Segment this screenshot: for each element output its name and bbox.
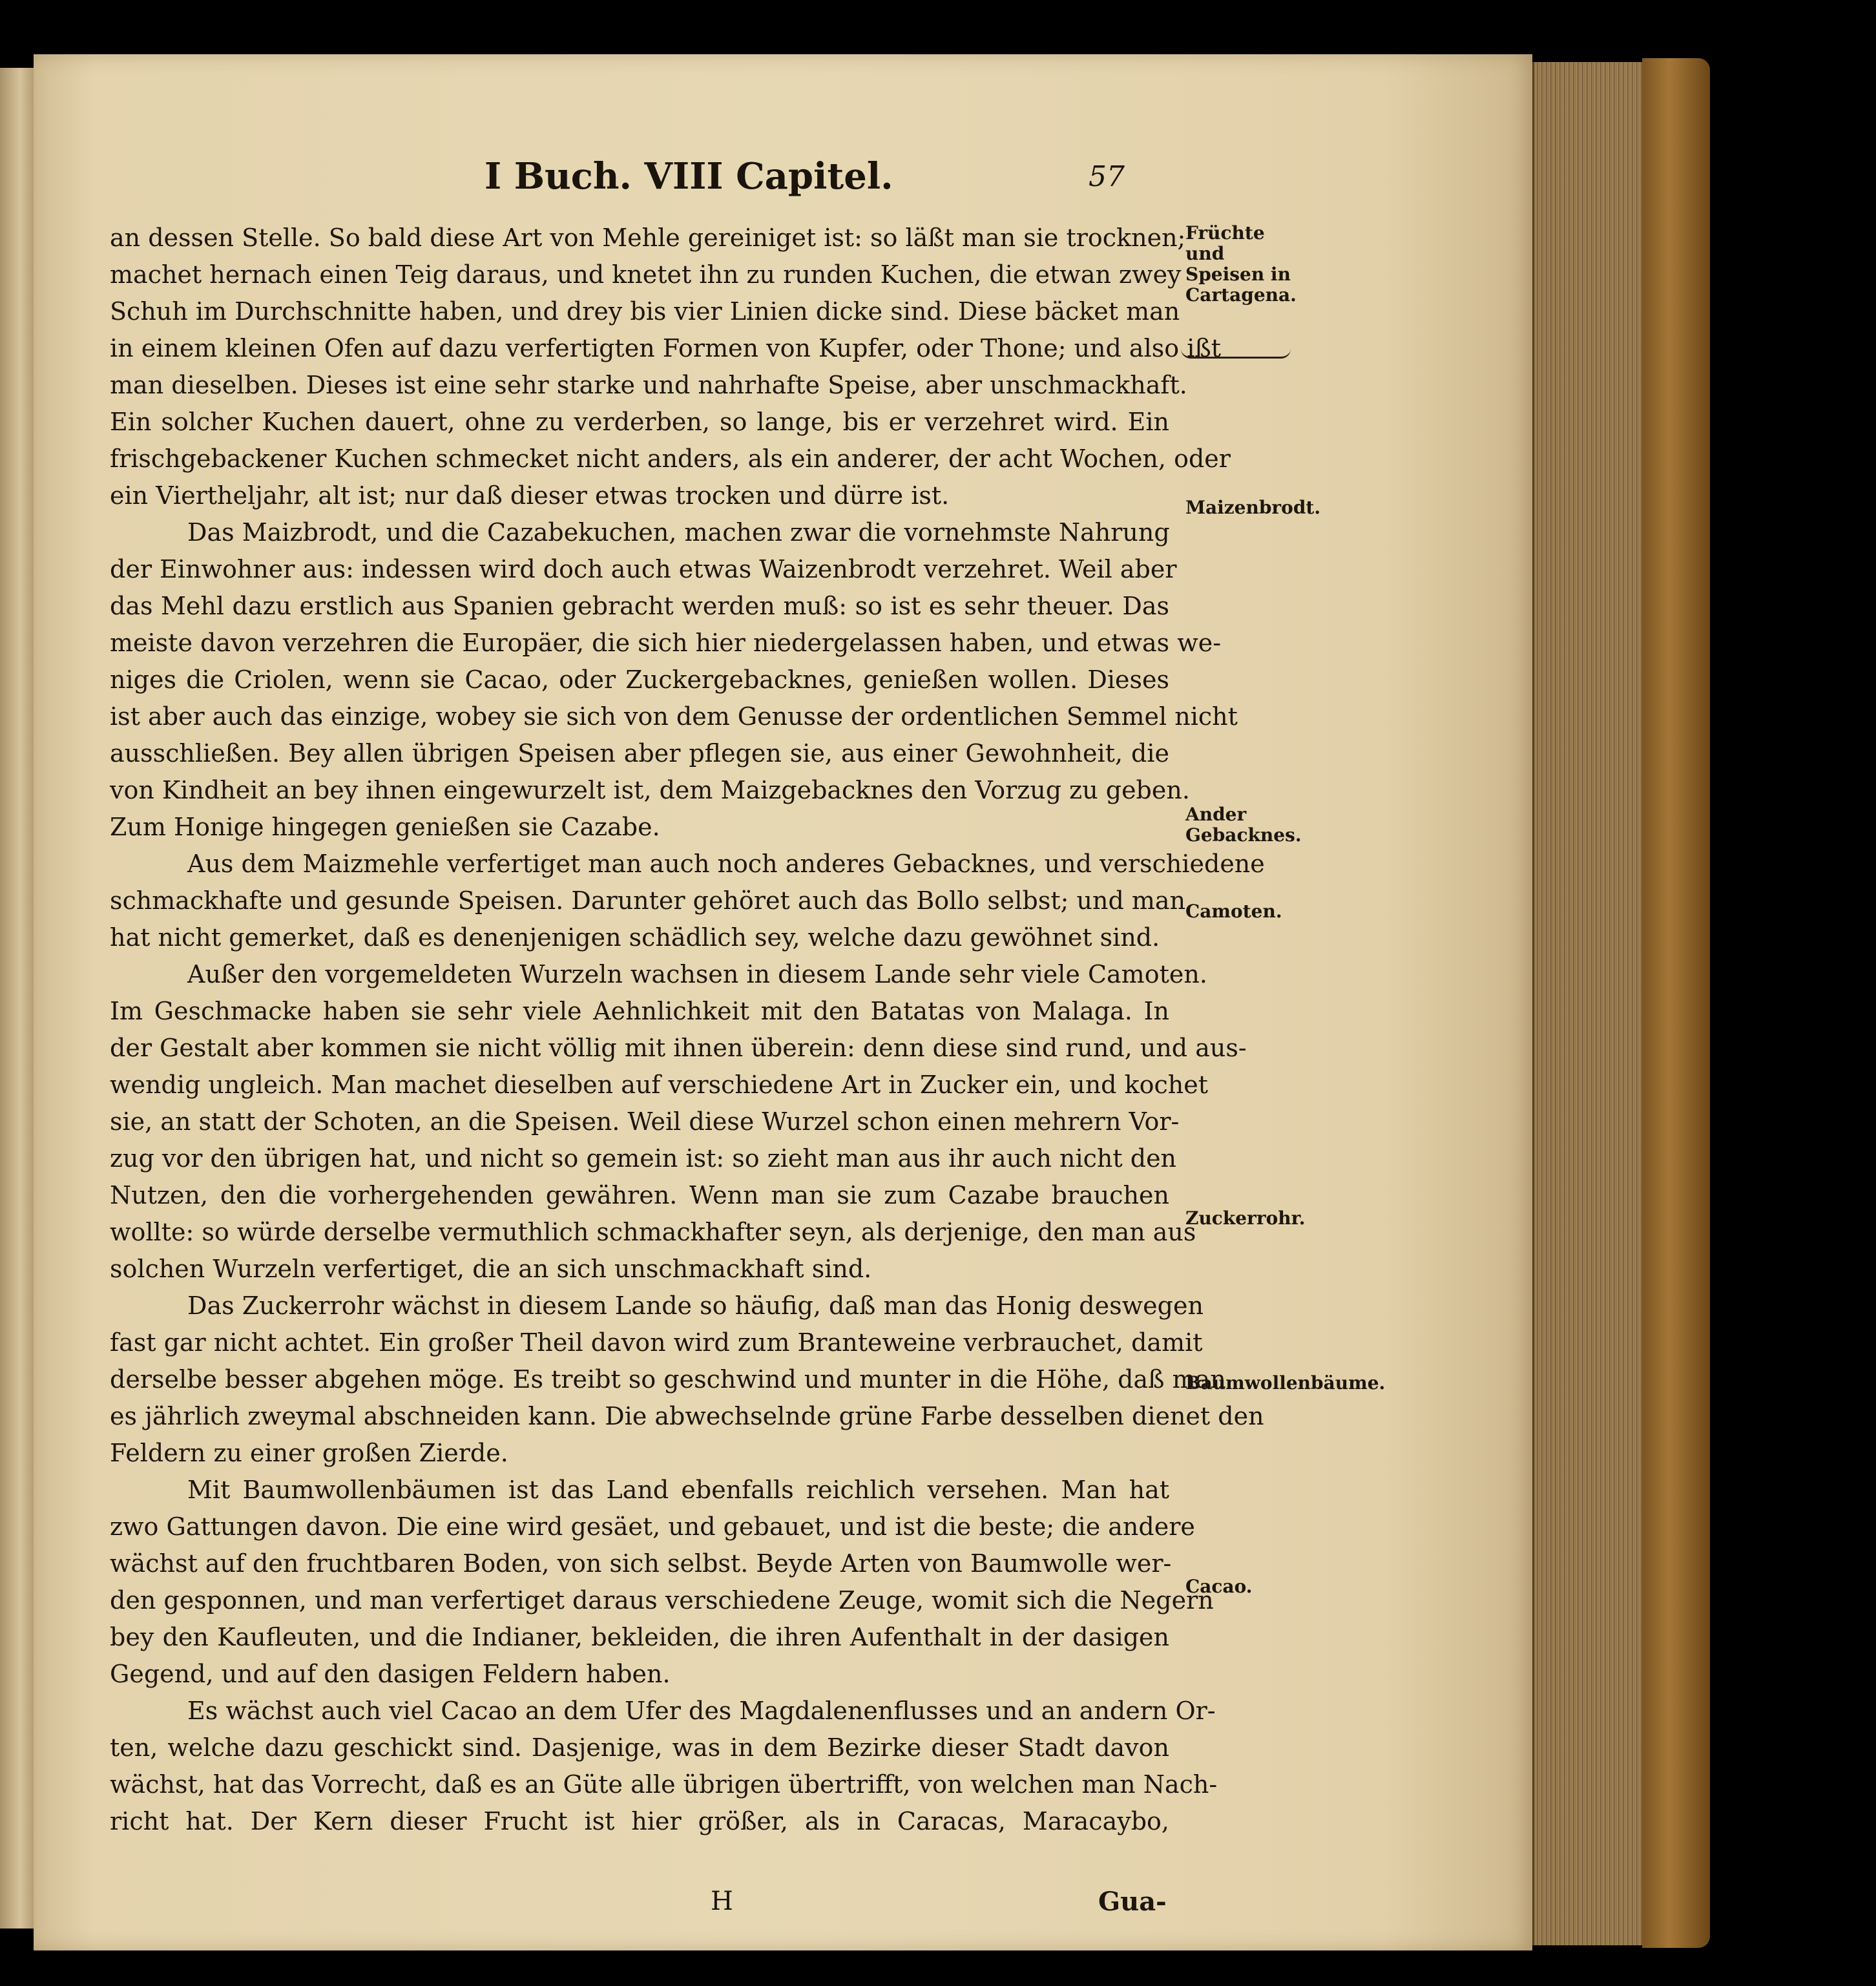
- text-line: ten, welche dazu geschickt sind. Dasjenige, was in dem Bezirke dieser Stadt davon: [110, 1733, 1169, 1762]
- margin-brace: [1181, 349, 1291, 359]
- margin-note: Zuckerrohr.: [1185, 1207, 1306, 1229]
- text-line: zwo Gattungen davon. Die eine wird gesäet, und gebauet, und ist die beste; die andere: [110, 1512, 1195, 1541]
- previous-page-edge: [0, 68, 34, 1929]
- margin-note: Ander Gebacknes.: [1185, 804, 1302, 846]
- text-line: von Kindheit an bey ihnen eingewurzelt ist, dem Maizgebacknes den Vorzug zu geben.: [110, 776, 1190, 804]
- text-line: richt hat. Der Kern dieser Frucht ist hier größer, als in Caracas, Maracaybo,: [110, 1807, 1169, 1835]
- text-line: Gegend, und auf den dasigen Feldern haben.: [110, 1660, 671, 1688]
- margin-note: Baumwollenbäume.: [1185, 1372, 1386, 1394]
- text-line: Mit Baumwollenbäumen ist das Land ebenfalls reichlich versehen. Man hat: [187, 1476, 1169, 1504]
- text-line: hat nicht gemerket, daß es denenjenigen schädlich sey, welche dazu gewöhnet sind.: [110, 923, 1160, 952]
- text-line: Das Maizbrodt, und die Cazabekuchen, machen zwar die vornehmste Nahrung: [187, 518, 1170, 547]
- text-line: meiste davon verzehren die Europäer, die sich hier niedergelassen haben, und etwas we-: [110, 629, 1222, 657]
- text-line: der Einwohner aus: indessen wird doch auch etwas Waizenbrodt verzehret. Weil aber: [110, 555, 1177, 583]
- page-number: 57: [1089, 160, 1125, 193]
- text-line: den gesponnen, und man verfertiget daraus verschiedene Zeuge, womit sich die Negern: [110, 1586, 1214, 1615]
- margin-note: Maizenbrodt.: [1185, 497, 1321, 518]
- text-line: Ein solcher Kuchen dauert, ohne zu verderben, so lange, bis er verzehret wird. Ein: [110, 408, 1169, 436]
- text-line: Das Zuckerrohr wächst in diesem Lande so häufig, daß man das Honig deswegen: [187, 1291, 1204, 1320]
- page-block-edges: [1532, 62, 1644, 1945]
- text-line: Außer den vorgemeldeten Wurzeln wachsen in diesem Lande sehr viele Camoten.: [187, 960, 1207, 988]
- text-line: fast gar nicht achtet. Ein großer Theil davon wird zum Branteweine verbrauchet, damit: [110, 1328, 1203, 1357]
- text-line: Nutzen, den die vorhergehenden gewähren. Wenn man sie zum Cazabe brauchen: [110, 1181, 1169, 1209]
- text-line: sie, an statt der Schoten, an die Speisen. Weil diese Wurzel schon einen mehrern Vor-: [110, 1107, 1180, 1136]
- text-line: wächst auf den fruchtbaren Boden, von sich selbst. Beyde Arten von Baumwolle wer-: [110, 1549, 1172, 1578]
- book-cover: [1642, 58, 1710, 1948]
- text-line: Im Geschmacke haben sie sehr viele Aehnlichkeit mit den Batatas von Malaga. In: [110, 997, 1169, 1025]
- text-line: zug vor den übrigen hat, und nicht so gemein ist: so zieht man aus ihr auch nicht den: [110, 1144, 1177, 1173]
- text-line: ausschließen. Bey allen übrigen Speisen aber pflegen sie, aus einer Gewohnheit, die: [110, 739, 1169, 768]
- text-line: der Gestalt aber kommen sie nicht völlig mit ihnen überein: denn diese sind rund, und aus-: [110, 1034, 1247, 1062]
- text-line: schmackhafte und gesunde Speisen. Darunter gehöret auch das Bollo selbst; und man: [110, 886, 1186, 915]
- text-line: wendig ungleich. Man machet dieselben auf verschiedene Art in Zucker ein, und kochet: [110, 1071, 1208, 1099]
- text-line: bey den Kaufleuten, und die Indianer, bekleiden, die ihren Aufenthalt in der dasigen: [110, 1623, 1169, 1651]
- text-line: ist aber auch das einzige, wobey sie sich von dem Genusse der ordentlichen Semmel nicht: [110, 702, 1238, 731]
- margin-note: Cacao.: [1185, 1576, 1253, 1597]
- text-line: man dieselben. Dieses ist eine sehr starke und nahrhafte Speise, aber unschmackhaft.: [110, 371, 1187, 399]
- signature-mark: H: [711, 1887, 733, 1916]
- text-line: wächst, hat das Vorrecht, daß es an Güte alle übrigen übertrifft, von welchen man Nach-: [110, 1770, 1218, 1799]
- margin-note: Früchte und Speisen in Cartagena.: [1185, 222, 1297, 306]
- running-header: [388, 155, 1163, 207]
- text-line: Zum Honige hingegen genießen sie Cazabe.: [110, 813, 660, 841]
- text-line: frischgebackener Kuchen schmecket nicht anders, als ein anderer, der acht Wochen, oder: [110, 444, 1231, 473]
- text-line: Feldern zu einer großen Zierde.: [110, 1439, 508, 1467]
- text-line: Schuh im Durchschnitte haben, und drey bis vier Linien dicke sind. Diese bäcket man: [110, 297, 1180, 326]
- header-title: I Buch. VIII Capitel.: [485, 155, 893, 198]
- text-line: derselbe besser abgehen möge. Es treibt so geschwind und munter in die Höhe, daß man: [110, 1365, 1226, 1394]
- text-line: wollte: so würde derselbe vermuthlich schmackhafter seyn, als derjenige, den man aus: [110, 1218, 1196, 1246]
- text-line: in einem kleinen Ofen auf dazu verfertigten Formen von Kupfer, oder Thone; und also ißt: [110, 334, 1222, 362]
- text-line: es jährlich zweymal abschneiden kann. Die abwechselnde grüne Farbe desselben dienet den: [110, 1402, 1264, 1430]
- margin-note: Camoten.: [1185, 901, 1282, 922]
- text-line: Es wächst auch viel Cacao an dem Ufer des Magdalenenflusses und an andern Or-: [187, 1697, 1216, 1725]
- text-line: solchen Wurzeln verfertiget, die an sich unschmackhaft sind.: [110, 1255, 872, 1283]
- text-line: Aus dem Maizmehle verfertiget man auch noch anderes Gebacknes, und verschiedene: [187, 850, 1265, 878]
- text-line: das Mehl dazu erstlich aus Spanien gebracht werden muß: so ist es sehr theuer. Das: [110, 592, 1169, 620]
- text-line: niges die Criolen, wenn sie Cacao, oder Zuckergebacknes, genießen wollen. Dieses: [110, 665, 1169, 694]
- text-line: an dessen Stelle. So bald diese Art von Mehle gereiniget ist: so läßt man sie trocknen;: [110, 224, 1186, 252]
- text-line: machet hernach einen Teig daraus, und knetet ihn zu runden Kuchen, die etwan zwey: [110, 260, 1182, 289]
- text-line: ein Viertheljahr, alt ist; nur daß dieser etwas trocken und dürre ist.: [110, 481, 950, 510]
- catchword: Gua-: [1098, 1887, 1167, 1917]
